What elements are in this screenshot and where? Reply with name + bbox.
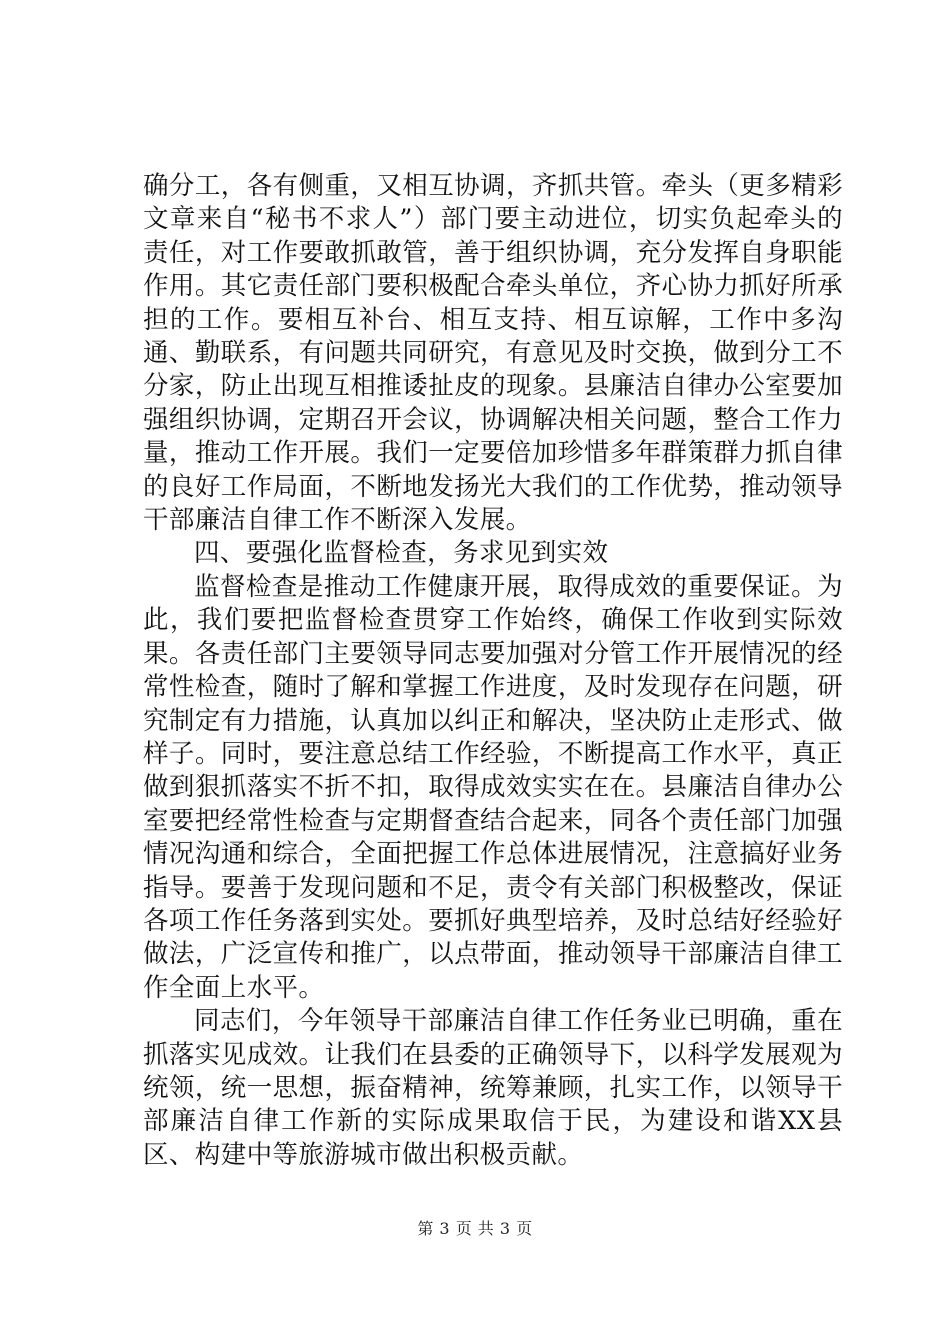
page-footer <box>0 1216 950 1239</box>
paragraph-continuation: 确分工，各有侧重，又相互协调，齐抓共管。牵头（更多精彩文章来自“秘书不求人”）部门要主动进位，切实负起牵头的责任，对工作要敢抓敢管，善于组织协调，充分发挥自身职能作用。其它责任部门要积极配合牵头单位，齐心协力抓好所承担的工作。要相互补台、相互支持、相互谅解，工作中多沟通、勤联系，有问题共同研究，有意见及时交换，做到分工不分家，防止出现互相推诿扯皮的现象。县廉洁自律办公室要加强组织协调，定期召开会议，协调解决相关问题，整合工作力量，推动工作开展。我们一定要倍加珍惜多年群策群力抓自律的良好工作局面，不断地发扬光大我们的工作优势，推动领导干部廉洁自律工作不断深入发展。 <box>143 171 843 536</box>
section-heading-four: 四、要强化监督检查，务求见到实效 <box>194 538 609 569</box>
paragraph-closing: 同志们，今年领导干部廉洁自律工作任务业已明确，重在抓落实见成效。让我们在县委的正确领导下，以科学发展观为统领，统一思想，振奋精神，统筹兼顾，扎实工作，以领导干部廉洁自律工作新的实际成果取信于民，为建设和谐XX县区、构建中等旅游城市做出积极贡献。 <box>143 1006 843 1170</box>
document-body <box>143 170 843 1172</box>
page-number-label: 第 3 页 共 3 页 <box>417 1219 533 1238</box>
paragraph-supervision: 监督检查是推动工作健康开展，取得成效的重要保证。为此，我们要把监督检查贯穿工作始终，确保工作收到实际效果。各责任部门主要领导同志要加强对分管工作开展情况的经常性检查，随时了解和掌握工作进度，及时发现存在问题，研究制定有力措施，认真加以纠正和解决，坚决防止走形式、做样子。同时，要注意总结工作经验，不断提高工作水平，真正做到狠抓落实不折不扣，取得成效实实在在。县廉洁自律办公室要把经常性检查与定期督查结合起来，同各个责任部门加强情况沟通和综合，全面把握工作总体进展情况，注意搞好业务指导。要善于发现问题和不足，责令有关部门积极整改，保证各项工作任务落到实处。要抓好典型培养，及时总结好经验好做法，广泛宣传和推广，以点带面，推动领导干部廉洁自律工作全面上水平。 <box>143 571 843 1003</box>
